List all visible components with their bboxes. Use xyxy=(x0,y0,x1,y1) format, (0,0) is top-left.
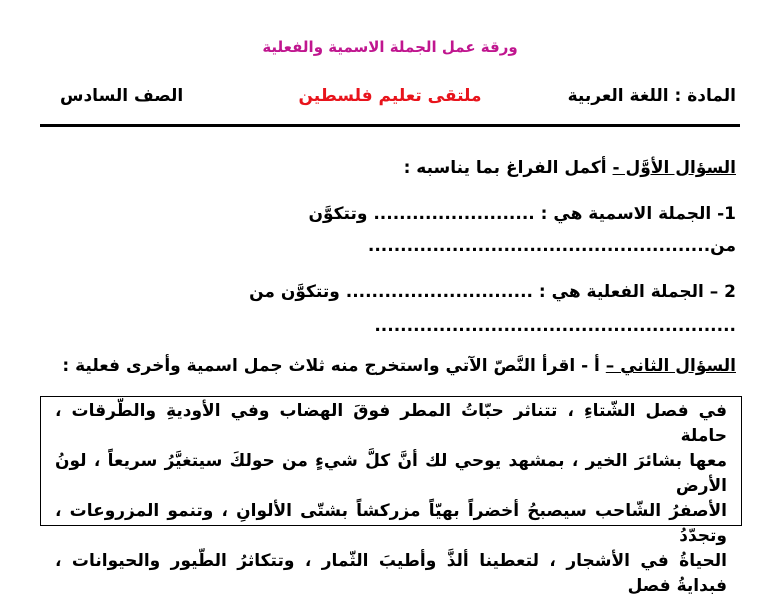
passage-line: الحياةُ في الأشجار ، لتعطينا ألذَّ وأطيبَ الثّمار ، وتتكاثرُ الطّيور والحيوانات ، فبدايةُ فصل xyxy=(55,551,727,596)
question1-label: السؤال الأوَّل - xyxy=(612,158,736,178)
question2-label: السؤال الثاني – xyxy=(605,356,736,376)
header-divider xyxy=(40,124,740,127)
question2-heading xyxy=(62,356,736,376)
question1-item2-continuation: ........................................................ xyxy=(374,316,736,336)
passage-box xyxy=(40,396,742,596)
passage-line: الأصفرُ الشّاحب سيصبحُ أخضراً بهيّاً مزركشاً بشتّى الألوانِ ، وتنمو المزروعات ، وتجدّدُ xyxy=(55,501,727,546)
grade-label: الصف السادس xyxy=(60,86,184,106)
question1-instruction: أكمل الفراغ بما يناسبه : xyxy=(403,158,607,178)
question2-instruction: أ - اقرأ النَّصّ الآتي واستخرج منه ثلاث جمل اسمية وأخرى فعلية : xyxy=(62,356,600,376)
subject-label: المادة : اللغة العربية xyxy=(567,86,736,106)
passage-line: معها بشائرَ الخير ، بمشهد يوحي لك أنَّ كلَّ شيءٍ من حولكَ سيتغيَّرُ سريعاً ، لونُ الأرض xyxy=(55,451,727,496)
brand-label: ملتقى تعليم فلسطين xyxy=(298,86,482,106)
question1-heading xyxy=(404,158,736,178)
question1-item2: 2 – الجملة الفعلية هي : ............................. وتتكوَّن من xyxy=(249,282,736,302)
question1-item1: 1- الجملة الاسمية هي : ......................... وتتكوَّن xyxy=(308,204,736,224)
passage-line: في فصل الشّتاءِ ، تتناثر حبّاتُ المطر فوقَ الهضاب وفي الأوديةِ والطّرقات ، حاملة xyxy=(55,401,727,446)
question1-item1-continuation: من..................................................... xyxy=(367,236,736,256)
worksheet-title: ورقة عمل الجملة الاسمية والفعلية xyxy=(262,38,518,56)
